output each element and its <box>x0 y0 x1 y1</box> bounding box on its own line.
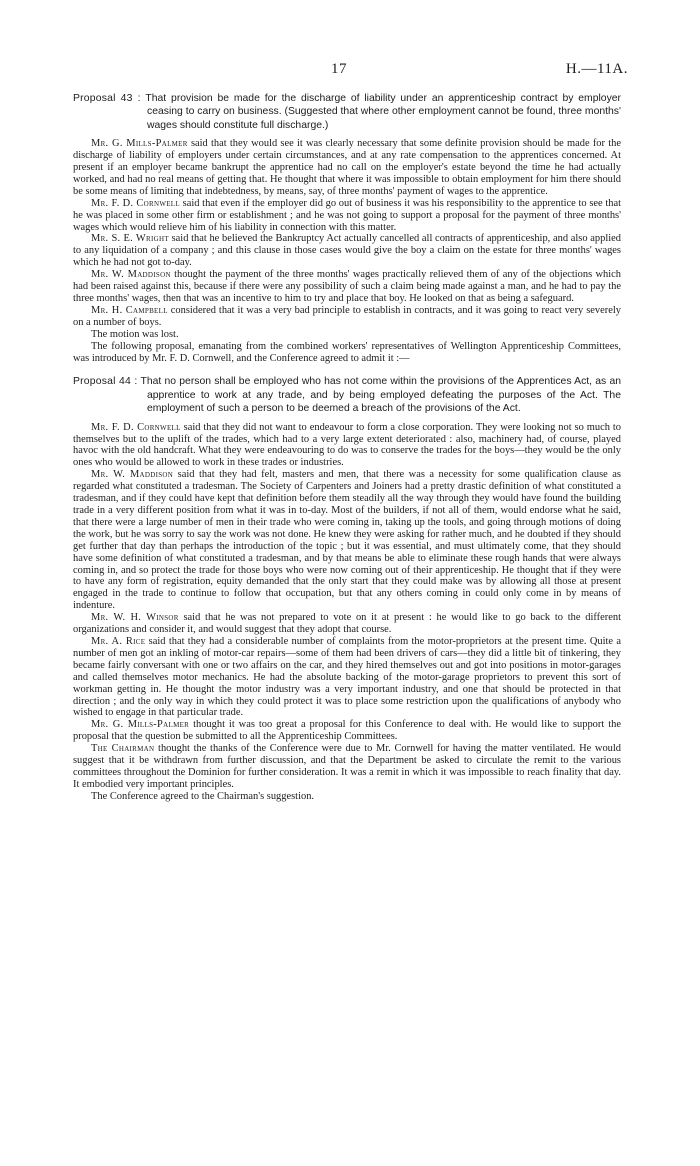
speech-paragraph <box>73 469 621 612</box>
speech-text: said that he was not prepared to vote on it at present : he would like to go back to the different organizations and consider it, and would suggest that they adopt that course. <box>73 612 621 636</box>
speaker-name: The Chairman <box>91 743 155 755</box>
motion-result: The motion was lost. <box>91 328 179 340</box>
page-number: 17 <box>331 61 347 77</box>
speaker-name: Mr. S. E. Wright <box>91 233 169 245</box>
speech-text: thought it was too great a proposal for this Conference to deal with. He would like to support the proposal that the question be submitted to all the Apprenticeship Committees. <box>73 719 621 743</box>
proposal-introduction: The following proposal, emanating from the combined workers' representatives of Wellington Apprenticeship Committees, was introduced by Mr. F. D. Cornwell, and the Conference agreed to admit it :— <box>73 340 621 364</box>
speech-paragraph <box>73 233 621 269</box>
speech-text: considered that it was a very bad principle to establish in contracts, and it was going to react very severely on a number of boys. <box>73 304 622 328</box>
proposal-text: That provision be made for the discharge of liability under an apprenticeship contract by employer ceasing to carry on business. (Suggested that where other employment cannot be found, three months' wages should constitute full discharge.) <box>145 93 621 131</box>
page-body <box>73 92 621 803</box>
proposal-44 <box>73 375 621 415</box>
speaker-name: Mr. G. Mills-Palmer <box>91 719 190 731</box>
proposal-43 <box>73 92 621 132</box>
speech-text: thought the payment of the three months' wages practically relieved them of any of the objections which had been raised against this, because if there were any possibility of such a claim being made against a man, and he had to pay the three months' wages, then that was an incentive to him to try and place that boy. He looked on that as being a safeguard. <box>73 269 621 304</box>
speech-text: thought the thanks of the Conference were due to Mr. Cornwell for having the matter ventilated. He would suggest that it be withdrawn from further discussion, and that the Department be asked to circulate the remit to the various committees throughout the Dominion for further consideration. It was a remit in which it was impossible to reach finality that day. It embodied very important principles. <box>73 743 621 790</box>
speech-paragraph <box>73 269 621 305</box>
speech-paragraph <box>73 719 621 743</box>
speaker-name: Mr. A. Rice <box>91 635 146 647</box>
proposal-text: That no person shall be employed who has not come within the provisions of the Apprentices Act, as an apprentice to work at any trade, and by being employed defeating the purposes of the Act. The employment of such a person to be deemed a breach of the provisions of the Act. <box>140 376 622 415</box>
speaker-name: Mr. F. D. Cornwell <box>91 421 181 433</box>
document-reference: H.—11A. <box>565 61 628 77</box>
speech-text: said that they had a considerable number of complaints from the motor-proprietors at the present time. Quite a number of men got an inkling of motor-car repairs—some of them had been drivers of cars—they did a little bit of tinkering, they became fairly conversant with one or two affairs on the car, and they hired themselves out and got into positions in motor-garages and called themselves motor mechanics. He had the absolute backing of the motor-garage proprietors to prevent this sort of workman getting in. He thought the motor industry was a very important industry, and one that should be protected in that direction ; and the only way in which they could protect it was to place some restriction upon the qualifications of anybody who wished to engage in that particular trade. <box>73 635 622 719</box>
speaker-name: Mr. W. Maddison <box>91 469 174 481</box>
speech-paragraph <box>73 138 621 198</box>
speech-paragraph <box>73 612 621 636</box>
speech-paragraph <box>73 422 621 470</box>
speaker-name: Mr. H. Campbell <box>91 304 168 316</box>
speech-paragraph <box>73 305 621 329</box>
speech-text: said that he believed the Bankruptcy Act actually cancelled all contracts of apprenticeship, and also applied to any liquidation of a company ; and this clause in those cases would give the boy a claim on the estate for three months' wages which he had not got to-day. <box>73 233 621 269</box>
speech-paragraph <box>73 743 621 791</box>
closing-statement: The Conference agreed to the Chairman's suggestion. <box>91 790 315 802</box>
speech-text: said that they would see it was clearly necessary that some definite provision should be made for the discharge of liability of employers under certain circumstances, and at any rate compensation to the apprentices concerned. At present if an employer became bankrupt the apprentice had no call on the employer's estate beyond the time he had actually worked, and had no real means of getting that. He thought that where it was impossible to obtain employment for him there should be some means of limiting that indebtedness, by means, say, of three months' payment of wages to the apprentice. <box>73 138 621 197</box>
speech-text: said that they did not want to endeavour to form a close corporation. They were looking not so much to themselves but to the uplift of the trades, which had to a very large extent deteriorated : also, machinery had, of course, played havoc with the old handcraft. What they were endeavouring to do was to conserve the trades for the boys—they would be the only ones who would be allowed to work in these trades or industries. <box>73 421 622 469</box>
speaker-name: Mr. F. D. Cornwell <box>91 197 180 209</box>
speaker-name: Mr. G. Mills-Palmer <box>91 138 188 150</box>
proposal-label: Proposal 43 : <box>73 93 141 104</box>
proposal-label: Proposal 44 : <box>73 376 138 388</box>
speech-text: said that they had felt, masters and men, that there was a necessity for some qualification clause as regarded what constituted a tradesman. The Society of Carpenters and Joiners had a pretty drastic definition of what constituted a tradesman, and if they could have kept that definition before them steadily all the way through they would have found the building trade in a very different position from what it was in to-day. Most of the builders, if not all of them, would endorse what he said, that there were a large number of men in their trade who were coming in, taking up the tools, and going through motions of doing the work, but he was sorry to say the work was not done. He knew they were asking for rather much, and he doubted if they should get further that day than perhaps the introduction of the topic ; but it was essential, and must ultimately come, that they should have some definition of what constituted a tradesman, and by that means be able to eliminate these rough hands that were always coming in, and so protect the trade for those boys who were now coming out of their apprenticeship. He thought that if they were to have any form of registration, equity demanded that the only start that they could make was by allowing all those at present engaged in the trade to continue to follow that occupation, but that any others coming in could only come in by means of indenture. <box>73 469 621 612</box>
speech-paragraph <box>73 636 621 719</box>
speaker-name: Mr. W. H. Winsor <box>91 612 179 624</box>
speaker-name: Mr. W. Maddison <box>91 269 171 281</box>
speech-text: said that even if the employer did go out of business it was his responsibility to the apprentice to see that he was placed in some other firm or establishment ; and he was not going to support a proposal for the payment of three months' wages which would relieve him of his liability in connection with this matter. <box>73 197 622 233</box>
speech-paragraph <box>73 198 621 234</box>
